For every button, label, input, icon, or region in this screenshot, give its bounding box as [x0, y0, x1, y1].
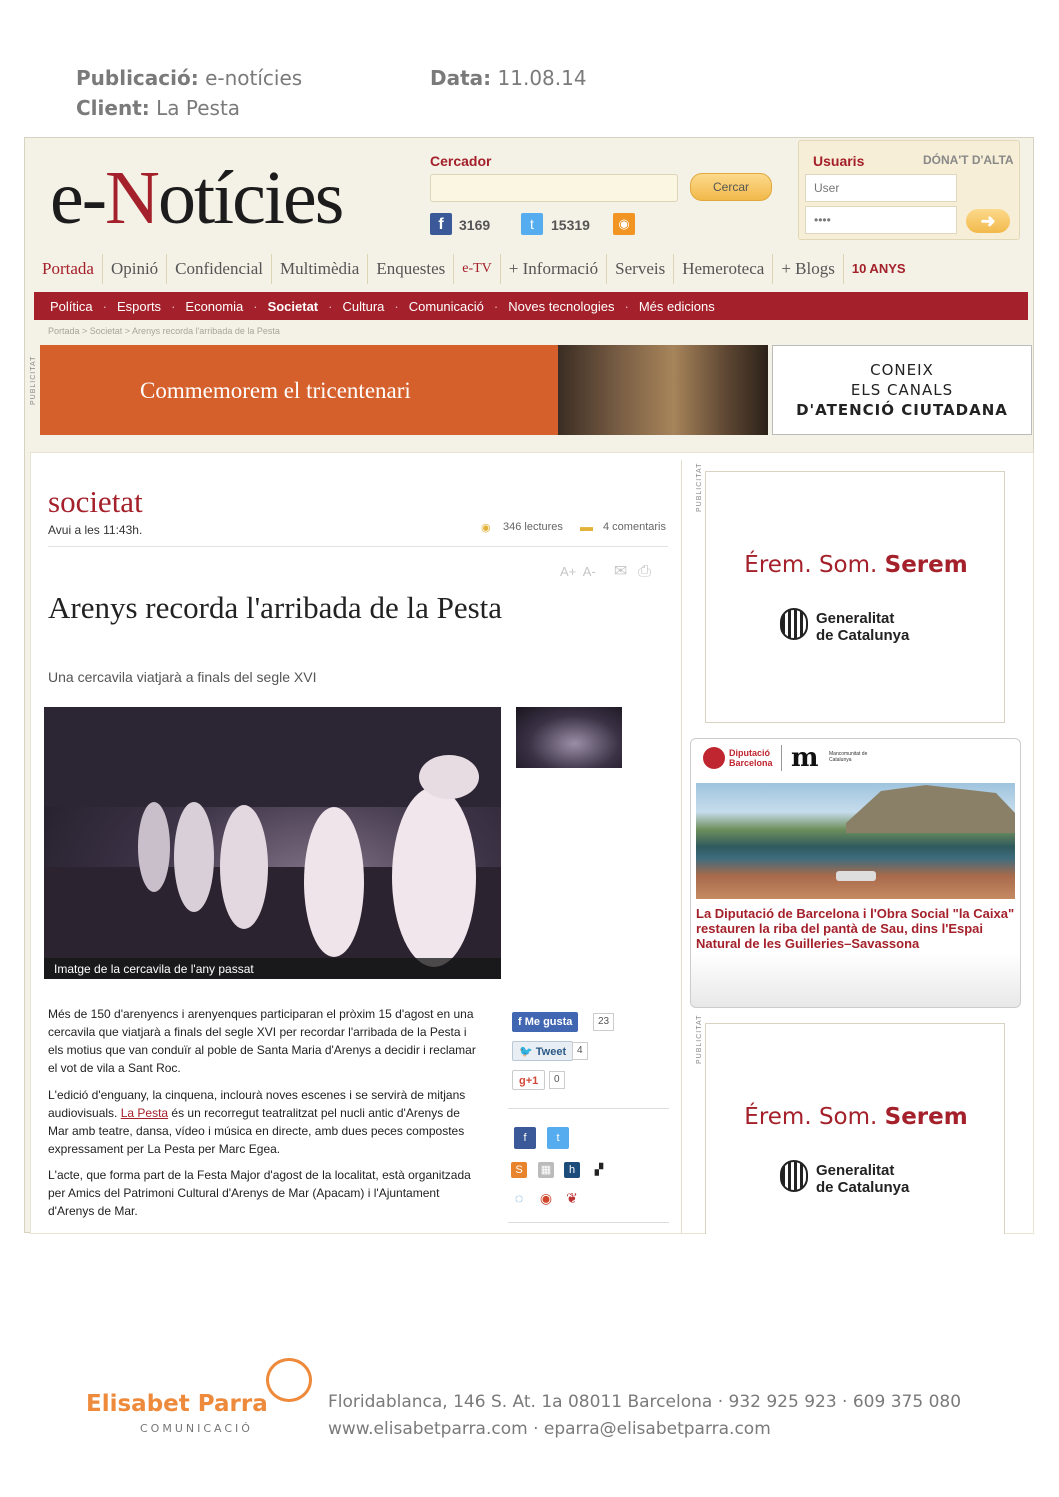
diputacio-logo-icon: [703, 747, 725, 769]
divider: [48, 546, 668, 547]
section-nav: Política · Esports · Economia · Societat · Cultura · Comunicació · Noves tecnologies · Més edicions: [34, 292, 1028, 320]
facebook-share-icon[interactable]: f: [514, 1127, 536, 1149]
breadcrumb[interactable]: Portada > Societat > Arenys recorda l'arribada de la Pesta: [48, 326, 280, 336]
mancomunitat-logo-icon: m: [791, 743, 819, 773]
search-input[interactable]: [430, 174, 678, 202]
agency-name: Elisabet Parra: [86, 1391, 268, 1417]
date-label: Data:: [430, 66, 492, 90]
article-tools: [560, 561, 651, 581]
subnav-societat[interactable]: Societat: [267, 298, 319, 314]
photo-thumbnail[interactable]: [516, 707, 622, 768]
drop-icon[interactable]: ◌: [511, 1190, 527, 1206]
facebook-like-button[interactable]: f Me gusta: [512, 1012, 578, 1032]
speech-bubble-logo-icon: [266, 1358, 312, 1402]
share-divider-bottom: [508, 1222, 669, 1223]
comment-icon: ▬: [580, 519, 593, 534]
share-divider: [508, 1108, 669, 1109]
paragraph-3: L'acte, que forma part de la Festa Major d'agost de la localitat, està organitzada per Amics del Patrimoni Cultural d'Arenys de Mar (Apacam) i l'Ajuntament d'Arenys de Mar.: [48, 1168, 471, 1218]
twitter-share-icon[interactable]: t: [547, 1127, 569, 1149]
tweet-count: 4: [572, 1042, 588, 1060]
generalitat-logo-icon-2: [780, 1160, 808, 1192]
reads-count: 346 lectures: [503, 521, 563, 533]
paragraph-1: Més de 150 d'arenyencs i arenyenques participaran el pròxim 15 d'agost en una cercavila que viatjarà a finals del segle XVI per recordar l'arribada de la Pesta i els motius que van conduïr al poble de Santa Maria d'Arenys a decidir i reclamar el vot de vila a Sant Roc.: [48, 1007, 476, 1075]
users-label: Usuaris: [813, 153, 865, 169]
stumble-icon[interactable]: S: [511, 1162, 527, 1178]
main-nav: [34, 252, 1028, 286]
publication-label: Publicació:: [76, 66, 199, 90]
news-photo[interactable]: [696, 783, 1015, 899]
nav-opinio[interactable]: Opinió: [103, 254, 167, 284]
search-button[interactable]: Cercar: [690, 173, 772, 201]
generalitat-ad-top[interactable]: [705, 471, 1005, 723]
gplus-button[interactable]: g+1: [512, 1070, 545, 1090]
banner-text: Commemorem el tricentenari: [140, 378, 411, 403]
site-logo[interactable]: e-Notícies: [50, 156, 343, 240]
generalitat-logo-icon: [780, 608, 808, 640]
search-label: Cercador: [430, 153, 492, 169]
font-increase-button[interactable]: A+: [560, 564, 577, 579]
nav-serveis[interactable]: Serveis: [607, 254, 674, 284]
subnav-noves-tecnologies[interactable]: Noves tecnologies: [508, 298, 615, 314]
canals-line-2: ELS CANALS: [850, 381, 954, 399]
curl-icon[interactable]: ❦: [564, 1190, 580, 1206]
logo-divider: [781, 745, 782, 771]
agency-address: Floridablanca, 146 S. At. 1a 08011 Barcelona · 932 925 923 · 609 375 080: [328, 1392, 962, 1412]
date-line: [430, 66, 587, 90]
client-value: La Pesta: [156, 96, 241, 120]
like-count: 23: [593, 1013, 614, 1031]
circle-icon[interactable]: ◉: [539, 1190, 553, 1206]
generalitat-name-2: Generalitat de Catalunya: [816, 1162, 910, 1196]
agency-web[interactable]: www.elisabetparra.com · eparra@elisabetparra.com: [328, 1419, 771, 1439]
erem-slogan-2: Érem. Som. Serem: [744, 1104, 968, 1130]
font-decrease-button[interactable]: A-: [582, 564, 596, 579]
article-time: Avui a les 11:43h.: [48, 523, 143, 537]
procession-illustration: [44, 707, 501, 979]
nav-enquestes[interactable]: Enquestes: [368, 254, 454, 284]
nav-etv[interactable]: e-TV: [454, 254, 501, 284]
agency-tagline: COMUNICACIÓ: [140, 1422, 253, 1435]
generalitat-ad-bottom[interactable]: [705, 1023, 1005, 1234]
la-pesta-link[interactable]: La Pesta: [120, 1106, 169, 1120]
paragraph-2: L'edició d'enguany, la cinquena, inclourà noves escenes i se servirà de mitjans audiovisuals. La Pesta és un recorregut teatralitzat pel nucli antic d'Arenys de Mar amb teatre, dansa, vídeo i música en directe, amb dues peces compostes expressament per La Pesta per Marc Egea.: [48, 1088, 466, 1156]
article-title: Arenys recorda l'arribada de la Pesta: [48, 590, 503, 625]
print-icon[interactable]: ⎙: [638, 563, 651, 580]
erem-slogan: Érem. Som. Serem: [744, 552, 968, 578]
ad-label-top: PUBLICITAT: [696, 462, 703, 512]
canals-line-3: D'ATENCIÓ CIUTADANA: [796, 401, 1008, 419]
client-line: [76, 96, 240, 120]
subnav-economia[interactable]: Economia: [185, 298, 244, 314]
mancomunitat-name: Mancomunitat de Catalunya: [829, 751, 868, 763]
delicious-icon[interactable]: ▦: [538, 1162, 554, 1178]
eye-icon: ◉: [481, 522, 491, 534]
facebook-icon[interactable]: f: [430, 213, 452, 235]
nav-blogs[interactable]: + Blogs: [773, 254, 844, 284]
tweet-button[interactable]: 🐦 Tweet: [512, 1041, 573, 1061]
date-value: 11.08.14: [497, 66, 587, 90]
section-title: societat: [48, 484, 143, 519]
subnav-esports[interactable]: Esports: [116, 298, 162, 314]
comments-count[interactable]: 4 comentaris: [603, 521, 666, 533]
canals-line-1: CONEIX: [870, 361, 934, 379]
nav-10-anys[interactable]: 10 ANYS: [851, 261, 906, 276]
diputacio-name: Diputació Barcelona: [729, 748, 773, 768]
ad-label: PUBLICITAT: [30, 355, 37, 405]
email-icon[interactable]: ✉: [613, 563, 628, 580]
article-subtitle: Una cercavila viatjarà a finals del segle XVI: [48, 669, 317, 685]
signup-link[interactable]: DÓNA'T D'ALTA: [923, 153, 1014, 167]
banner-photo: [558, 345, 768, 435]
username-input[interactable]: User: [805, 174, 957, 202]
subnav-comunicacio[interactable]: Comunicació: [408, 298, 484, 314]
photo-caption: Imatge de la cercavila de l'any passat: [44, 958, 501, 979]
subnav-politica[interactable]: Política: [50, 298, 93, 314]
ad-label-bottom: PUBLICITAT: [696, 1014, 703, 1064]
agency-contact: [328, 1389, 961, 1443]
nav-confidencial[interactable]: Confidencial: [167, 254, 272, 284]
nav-multimedia[interactable]: Multimèdia: [272, 254, 368, 284]
twitter-count: 15319: [551, 217, 590, 233]
nav-hemeroteca[interactable]: Hemeroteca: [674, 254, 773, 284]
meneame-icon[interactable]: h: [564, 1162, 580, 1178]
nav-portada[interactable]: Portada: [34, 254, 103, 284]
generalitat-name: Generalitat de Catalunya: [816, 610, 910, 644]
client-label: Client:: [76, 96, 150, 120]
gplus-count: 0: [549, 1071, 565, 1089]
rss-icon[interactable]: ◉: [613, 213, 635, 235]
login-button[interactable]: ➜: [966, 209, 1010, 233]
subnav-mes-edicions[interactable]: Més edicions: [638, 298, 715, 314]
lake-illustration: [696, 783, 1015, 899]
twitter-icon[interactable]: t: [521, 213, 543, 235]
column-divider: [681, 460, 682, 1234]
canals-ad[interactable]: [772, 345, 1032, 435]
password-input[interactable]: ••••: [805, 206, 957, 234]
article-photo[interactable]: [44, 707, 501, 979]
facebook-count: 3169: [459, 217, 491, 233]
squares-icon[interactable]: ▞: [591, 1162, 607, 1178]
publication-value: e-notícies: [205, 66, 303, 90]
nav-informacio[interactable]: + Informació: [501, 254, 607, 284]
news-headline[interactable]: La Diputació de Barcelona i l'Obra Social "la Caixa" restauren la riba del pantà de Sau, dins l'Espai Natural de les Guilleries–Savassona: [696, 906, 1015, 951]
publication-line: [76, 66, 302, 90]
subnav-cultura[interactable]: Cultura: [342, 298, 385, 314]
